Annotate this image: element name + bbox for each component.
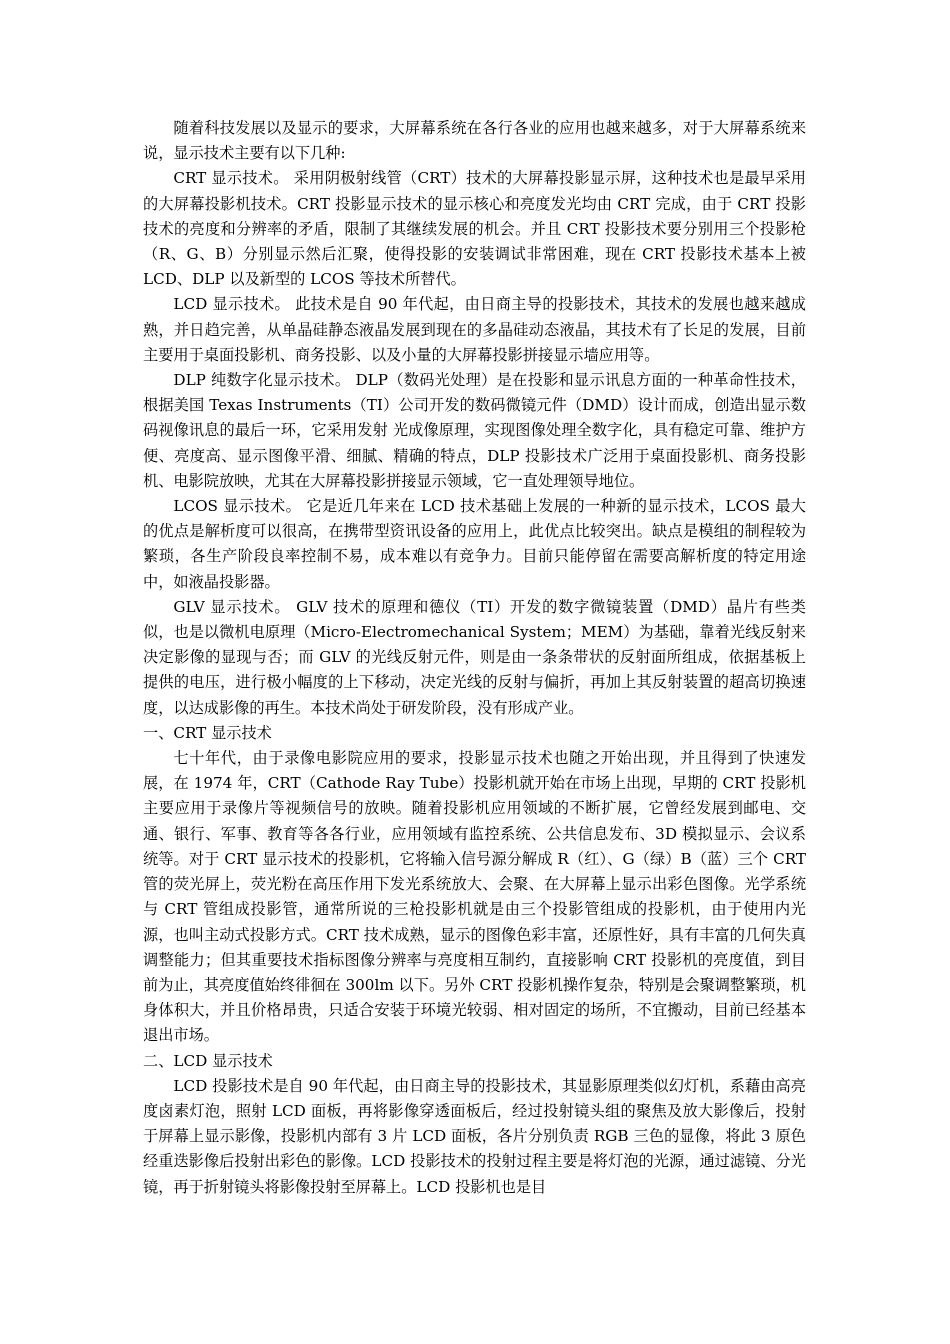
paragraph-glv-summary: GLV 显示技术。 GLV 技术的原理和德仪（TI）开发的数字微镜装置（DMD）晶片有些类似，也是以微机电原理（Micro-Electromechanical System；MEM）为基础，靠着光线反射来决定影像的显现与否；而 GLV 的光线反射元件，则是由一条条带状的反射面所组成，依据基板上提供的电压，进行极小幅度的上下移动，决定光线的反射与偏折，再加上其反射装置的超高切换速度，以达成影像的再生。本技术尚处于研发阶段，没有形成产业。 (143, 597, 806, 717)
section-heading-lcd: 二、LCD 显示技术 (143, 1051, 273, 1070)
paragraph-dlp-summary: DLP 纯数字化显示技术。 DLP（数码光处理）是在投影和显示讯息方面的一种革命性技术，根据美国 Texas Instruments（TI）公司开发的数码微镜元件（DMD）设计而成，创造出显示数码视像讯息的最后一环，它采用发射 光成像原理，实现图像处理全数字化，具有稳定可靠、维护方便、亮度高、显示图像平滑、细腻、精确的特点，DLP 投影技术广泛用于桌面投影机、商务投影机、电影院放映，尤其在大屏幕投影拼接显示领域，它一直处理领导地位。 (143, 371, 806, 490)
section-heading-crt: 一、CRT 显示技术 (143, 723, 272, 742)
paragraph-crt-detail: 七十年代，由于录像电影院应用的要求，投影显示技术也随之开始出现，并且得到了快速发展，在 1974 年，CRT（Cathode Ray Tube）投影机就开始在市场上出现，早期的 CRT 投影机主要应用于录像片等视频信号的放映。随着投影机应用领域的不断扩展，它曾经发展到邮电、交通、银行、军事、教育等各各行业，应用领域有监控系统、公共信息发布、3D 模拟显示、会议系统等。对于 CRT 显示技术的投影机，它将输入信号源分解成 R（红）、G（绿）B（蓝）三个 CRT 管的荧光屏上，荧光粉在高压作用下发光系统放大、会聚、在大屏幕上显示出彩色图像。光学系统与 CRT 管组成投影管，通常所说的三枪投影机就是由三个投影管组成的投影机，由于使用内光源，也叫主动式投影方式。CRT 技术成熟，显示的图像色彩丰富，还原性好，具有丰富的几何失真调整能力；但其重要技术指标图像分辨率与亮度相互制约，直接影响 CRT 投影机的亮度值，到目前为止，其亮度值始终徘徊在 300lm 以下。另外 CRT 投影机操作复杂，特别是会聚调整繁琐，机身体积大，并且价格昂贵，只适合安装于环境光较弱、相对固定的场所，不宜搬动，目前已经基本退出市场。 (143, 749, 806, 1045)
paragraph-lcd-detail: LCD 投影技术是自 90 年代起，由日商主导的投影技术，其显影原理类似幻灯机，系藉由高亮度卤素灯泡，照射 LCD 面板，再将影像穿透面板后，经过投射镜头组的聚焦及放大影像后，投射于屏幕上显示影像，投影机内部有 3 片 LCD 面板，各片分别负责 RGB 三色的显像，将此 3 原色经重迭影像后投射出彩色的影像。LCD 投影技术的投射过程主要是将灯泡的光源，通过滤镜、分光镜，再于折射镜头将影像投射至屏幕上。LCD 投影机也是目 (143, 1076, 806, 1196)
paragraph-crt-summary: CRT 显示技术。 采用阴极射线管（CRT）技术的大屏幕投影显示屏，这种技术也是最早采用的大屏幕投影机技术。CRT 投影显示技术的显示核心和亮度发光均由 CRT 完成，由于 CRT 投影技术的亮度和分辨率的矛盾，限制了其继续发展的机会。并且 CRT 投影技术要分别用三个投影枪（R、G、B）分别显示然后汇聚，使得投影的安装调试非常困难，现在 CRT 投影技术基本上被 LCD、DLP 以及新型的 LCOS 等技术所替代。 (143, 169, 806, 289)
paragraph-lcos-summary: LCOS 显示技术。 它是近几年来在 LCD 技术基础上发展的一种新的显示技术，LCOS 最大的优点是解析度可以很高，在携带型资讯设备的应用上，此优点比较突出。缺点是模组的制程较为繁琐，各生产阶段良率控制不易，成本难以有竞争力。目前只能停留在需要高解析度的特定用途中，如液晶投影器。 (143, 497, 806, 591)
paragraph-lcd-summary: LCD 显示技术。 此技术是自 90 年代起，由日商主导的投影技术，其技术的发展也越来越成熟，并日趋完善，从单晶硅静态液晶发展到现在的多晶硅动态液晶，其技术有了长足的发展，目前主要用于桌面投影机、商务投影、以及小量的大屏幕投影拼接显示墙应用等。 (143, 295, 806, 364)
document-page (143, 116, 806, 1200)
paragraph-intro: 随着科技发展以及显示的要求，大屏幕系统在各行各业的应用也越来越多，对于大屏幕系统来说，显示技术主要有以下几种: (143, 119, 806, 163)
